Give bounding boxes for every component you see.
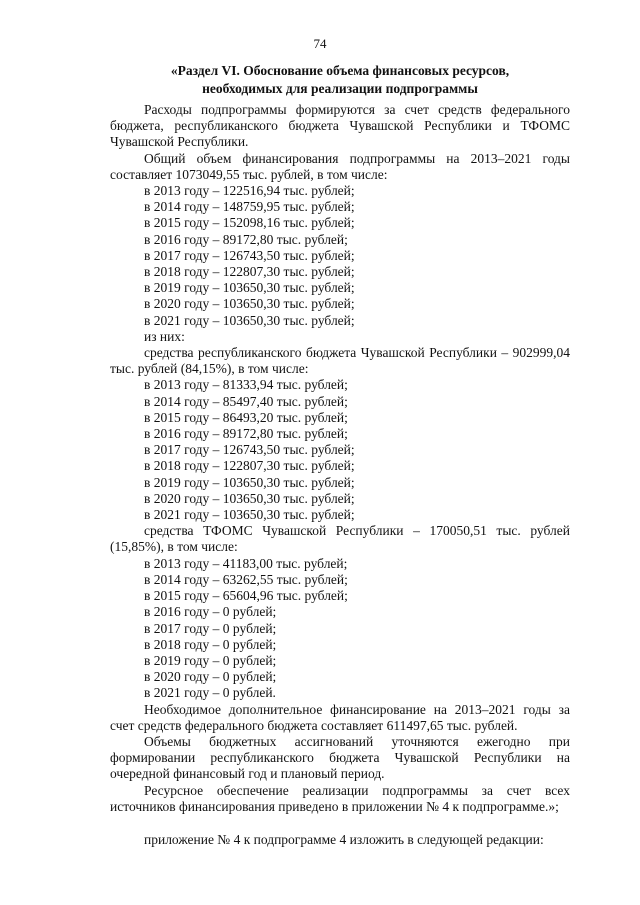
total-funding-paragraph: Общий объем финансирования подпрограммы на 2013–2021 годы составляет 1073049,55 тыс. рублей, в том числе: [110,150,570,182]
list-item: в 2019 году – 103650,30 тыс. рублей; [144,280,355,296]
intro-paragraph: Расходы подпрограммы формируются за счет средств федерального бюджета, республиканского бюджета Чувашской Республики и ТФОМС Чувашской Республики. [110,102,570,150]
list-item: в 2015 году – 152098,16 тыс. рублей; [144,215,355,231]
of-which-label: из них: [144,328,185,344]
list-item: в 2020 году – 0 рублей; [144,669,277,685]
list-item: в 2013 году – 122516,94 тыс. рублей; [144,183,355,199]
list-item: в 2017 году – 126743,50 тыс. рублей; [144,247,355,263]
list-item: в 2014 году – 148759,95 тыс. рублей; [144,199,355,215]
list-item: в 2013 году – 41183,00 тыс. рублей; [144,555,348,571]
budget-note-paragraph: Объемы бюджетных ассигнований уточняются ежегодно при формировании республиканского бюджета Чувашской Республики на очередной финансовый год и плановый период. [110,733,570,782]
section-title-line-2: необходимых для реализации подпрограммы [202,81,478,96]
list-item: в 2013 году – 81333,94 тыс. рублей; [144,377,348,393]
list-item: в 2016 году – 89172,80 тыс. рублей; [144,426,348,442]
list-item: в 2014 году – 63262,55 тыс. рублей; [144,571,348,587]
list-item: в 2018 году – 122807,30 тыс. рублей; [144,264,355,280]
list-item: в 2015 году – 65604,96 тыс. рублей; [144,588,348,604]
list-item: в 2020 году – 103650,30 тыс. рублей; [144,490,355,506]
list-item: в 2015 году – 86493,20 тыс. рублей; [144,409,348,425]
list-item: в 2021 году – 103650,30 тыс. рублей; [144,507,355,523]
list-item: в 2019 году – 103650,30 тыс. рублей; [144,474,355,490]
total-funding-list [110,183,570,329]
paragraph-spacer [110,815,570,832]
list-item: в 2018 году – 122807,30 тыс. рублей; [144,458,355,474]
appendix-note-paragraph: приложение № 4 к подпрограмме 4 изложить в следующей редакции: [144,831,544,847]
list-item: в 2020 году – 103650,30 тыс. рублей; [144,296,355,312]
list-item: в 2014 году – 85497,40 тыс. рублей; [144,393,348,409]
list-item: в 2021 году – 103650,30 тыс. рублей; [144,312,355,328]
list-item: в 2016 году – 0 рублей; [144,604,277,620]
additional-funding-paragraph: Необходимое дополнительное финансирование на 2013–2021 годы за счет средств федерального бюджета составляет 611497,65 тыс. рублей. [110,701,570,733]
tfoms-paragraph: средства ТФОМС Чувашской Республики – 170050,51 тыс. рублей (15,85%), в том числе: [110,523,570,555]
tfoms-list [110,556,570,702]
list-item: в 2016 году – 89172,80 тыс. рублей; [144,231,348,247]
list-item: в 2017 году – 126743,50 тыс. рублей; [144,442,355,458]
list-item: в 2017 году – 0 рублей; [144,620,277,636]
list-item: в 2018 году – 0 рублей; [144,636,277,652]
section-title [150,62,530,98]
republic-budget-list [110,377,570,523]
list-item: в 2019 году – 0 рублей; [144,652,277,668]
republic-budget-paragraph: средства республиканского бюджета Чувашской Республики – 902999,04 тыс. рублей (84,15%), в том числе: [110,345,570,377]
page-number: 74 [313,36,327,51]
section-title-line-1: «Раздел VI. Обоснование объема финансовых ресурсов, [170,63,510,78]
resources-note-paragraph: Ресурсное обеспечение реализации подпрограммы за счет всех источников финансирования приведено в приложении № 4 к подпрограмме.»; [110,782,570,814]
list-item: в 2021 году – 0 рублей. [144,685,276,701]
document-body [110,102,570,848]
